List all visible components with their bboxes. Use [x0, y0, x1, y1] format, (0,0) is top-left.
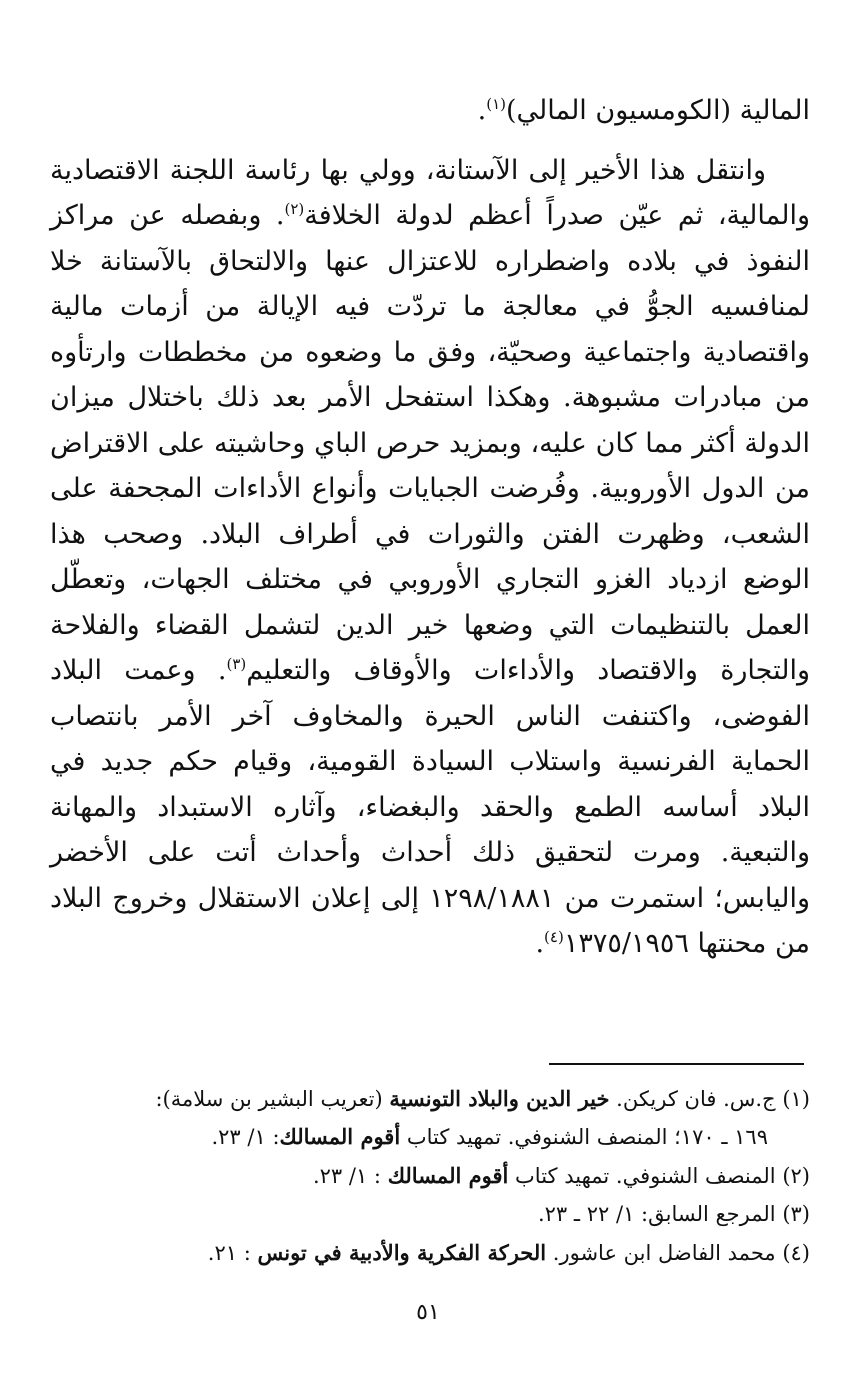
lead-line: المالية (الكومسيون المالي)$^{(١)}$.	[477, 95, 810, 126]
footnote-ref-4[interactable]: (٤)	[544, 928, 564, 946]
footnote-1-continuation: ١٦٩ ـ ١٧٠؛ المنصف الشنوفي. تمهيد كتاب أقوم المسالك: ١/ ٢٣.	[211, 1124, 768, 1149]
footnote-ref-1[interactable]: (١)	[486, 95, 506, 113]
footnote-ref-3[interactable]: (٣)	[226, 655, 247, 673]
footnotes	[50, 1080, 810, 1273]
footnote-1: (١) ج.س. فان كريكن. خير الدين والبلاد التونسية (تعريب البشير بن سلامة): ١٦٩ ـ ١٧٠؛ المنصف الشنوفي. تمهيد كتاب أقوم المسالك: ١/ ٢٣.	[50, 1080, 810, 1156]
footnote-2: (٢) المنصف الشنوفي. تمهيد كتاب أقوم المسالك : ١/ ٢٣.	[312, 1163, 810, 1188]
footnote-3: (٣) المرجع السابق: ١/ ٢٢ ـ ٢٣.	[537, 1202, 810, 1226]
page-number: ٥١	[416, 1300, 440, 1325]
footnote-divider	[549, 1063, 804, 1065]
footnote-4: (٤) محمد الفاضل ابن عاشور. الحركة الفكرية والأدبية في تونس : ٢١.	[207, 1240, 810, 1265]
paragraph: وانتقل هذا الأخير إلى الآستانة، وولي بها رئاسة اللجنة الاقتصادية والمالية، ثم عيّن صدراً أعظم لدولة الخلافة$^{(٢)}$. وبفصله عن مراكز النفوذ في بلاده واضطراره للاعتزال عنها والالتحاق بالآستانة خلا لمنافسيه الجوُّ في معالجة ما تردّت فيه الإيالة من أزمات مالية واقتصادية واجتماعية وصحيّة، وفق ما وضعوه من مخططات وارتأوه من مبادرات مشبوهة. وهكذا استفحل الأمر بعد ذلك باختلال ميزان الدولة أكثر مما كان عليه، وبمزيد حرص الباي وحاشيته على الاقتراض من الدول الأوروبية. وفُرضت الجبايات وأنواع الأداءات المجحفة على الشعب، وظهرت الفتن والثورات في أطراف البلاد. وصحب هذا الوضع ازدياد الغزو التجاري الأوروبي في مختلف الجهات، وتعطّل العمل بالتنظيمات التي وضعها خير الدين لتشمل القضاء والفلاحة والتجارة والاقتصاد والأداءات والأوقاف والتعليم$^{(٣)}$. وعمت البلاد الفوضى، واكتنفت الناس الحيرة والمخاوف آخر الأمر بانتصاب الحماية الفرنسية واستلاب السيادة القومية، وقيام حكم جديد في البلاد أساسه الطمع والحقد والبغضاء، وآثاره الاستبداد والمهانة والتبعية. ومرت لتحقيق ذلك أحداث وأحداث أتت على الأخضر واليابس؛ استمرت من ١٢٩٨/١٨٨١ إلى إعلان الاستقلال وخروج البلاد من محنتها ١٣٧٥/١٩٥٦$^{(٤)}$.	[50, 154, 811, 959]
footnote-ref-2[interactable]: (٢)	[284, 200, 305, 218]
main-text	[50, 88, 810, 967]
